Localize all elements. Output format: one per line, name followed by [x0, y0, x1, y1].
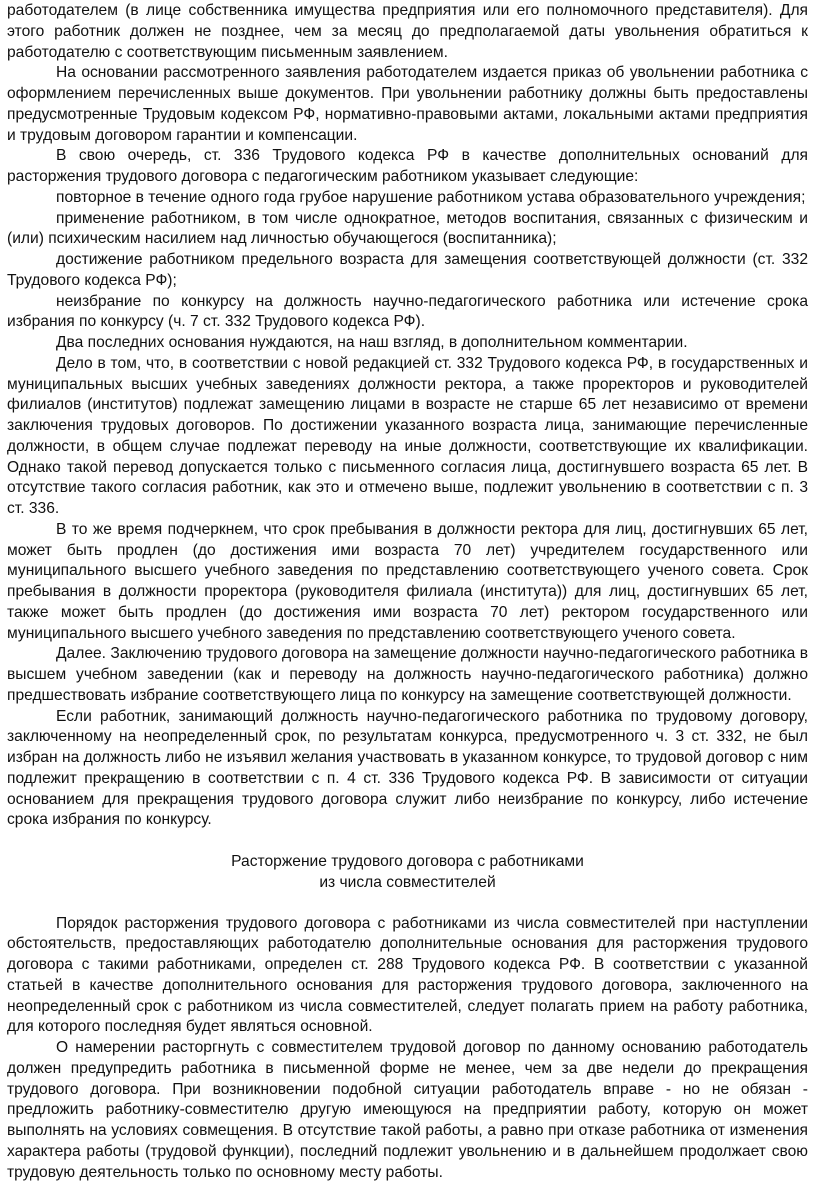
- paragraph: О намерении расторгнуть с совместителем трудовой договор по данному основанию работодатель должен предупредить работника в письменной форме не менее, чем за две недели до прекращения трудового договора. При возникновении подобной ситуации работодатель вправе - но не обязан - предложить работнику-совместителю другую имеющуюся на предприятии работу, которую он может выполнять на условиях совмещения. В отсутствие такой работы, а равно при отказе работника от изменения характера работы (трудовой функции), последний подлежит увольнению и в дальнейшем продолжает свою трудовую деятельность только по основному месту работы.: [7, 1039, 808, 1181]
- section-title-line-2: из числа совместителей: [319, 873, 496, 891]
- paragraph: Порядок расторжения трудового договора с работниками из числа совместителей при наступлении обстоятельств, предоставляющих работодателю дополнительные основания для расторжения трудового договора с такими работниками, определен ст. 288 Трудового кодекса РФ. В соответствии с указанной статьей в качестве дополнительного основания для расторжения трудового договора, заключенного на неопределенный срок с работником из числа совместителей, следует полагать прием на работу работника, для которого последняя будет являться основной.: [7, 914, 808, 1036]
- paragraph: Дело в том, что, в соответствии с новой редакцией ст. 332 Трудового кодекса РФ, в государственных и муниципальных высших учебных заведениях должности ректора, а также проректоров и руководителей филиалов (институтов) подлежат замещению лицами в возрасте не старше 65 лет независимо от времени заключения трудовых договоров. По достижении указанного возраста лица, занимающие перечисленные должности, в общем случае подлежат переводу на иные должности, соответствующие их квалификации. Однако такой перевод допускается только с письменного согласия лица, достигнувшего возраста 65 лет. В отсутствие такого согласия работник, как это и отмечено выше, подлежит увольнению в соответствии с п. 3 ст. 336.: [7, 354, 808, 517]
- section-title: [7, 852, 808, 894]
- paragraph: В то же время подчеркнем, что срок пребывания в должности ректора для лиц, достигнувших 65 лет, может быть продлен (до достижения ими возраста 70 лет) учредителем государственного или муниципального высшего учебного заведения по представлению соответствующего ученого совета. Срок пребывания в должности проректора (руководителя филиала (института)) для лиц, достигнувших 65 лет, также может быть продлен (до достижения ими возраста 70 лет) ректором государственного или муниципального высшего учебного заведения по представлению соответствующего ученого совета.: [7, 520, 808, 642]
- paragraphs-before: [7, 1, 808, 831]
- paragraph: Если работник, занимающий должность научно-педагогического работника по трудовому договору, заключенному на неопределенный срок, по результатам конкурса, предусмотренного ч. 3 ст. 332, не был избран на должность либо не изъявил желания участвовать в указанном конкурсе, то трудовой договор с ним подлежит прекращению в соответствии с п. 4 ст. 336 Трудового кодекса РФ. В зависимости от ситуации основанием для прекращения трудового договора служит либо неизбрание по конкурсу, либо истечение срока избрания по конкурсу.: [7, 707, 808, 829]
- list-item: применение работником, в том числе однократное, методов воспитания, связанных с физическим и (или) психическим насилием над личностью обучающегося (воспитанника);: [7, 209, 808, 248]
- paragraph: Далее. Заключению трудового договора на замещение должности научно-педагогического работника в высшем учебном заведении (как и переводу на должность научно-педагогического работника) должно предшествовать избрание соответствующего лица по конкурсу на замещение соответствующей должности.: [7, 645, 808, 704]
- paragraph: На основании рассмотренного заявления работодателем издается приказ об увольнении работника с оформлением перечисленных выше документов. При увольнении работнику должны быть предоставлены предусмотренные Трудовым кодексом РФ, нормативно-правовыми актами, локальными актами предприятия и трудовым договором гарантии и компенсации.: [7, 64, 808, 144]
- list-item: неизбрание по конкурсу на должность научно-педагогического работника или истечение срока избрания по конкурсу (ч. 7 ст. 332 Трудового кодекса РФ).: [7, 292, 808, 331]
- list-item: повторное в течение одного года грубое нарушение работником устава образовательного учреждения;: [56, 188, 806, 206]
- paragraph: работодателем (в лице собственника имущества предприятия или его полномочного представителя). Для этого работник должен не позднее, чем за месяц до предполагаемой даты увольнения обратиться к работодателю с соответствующим письменным заявлением.: [7, 2, 808, 61]
- paragraphs-after: [7, 914, 808, 1184]
- section-title-line-1: Расторжение трудового договора с работниками: [231, 853, 584, 870]
- paragraph: В свою очередь, ст. 336 Трудового кодекса РФ в качестве дополнительных оснований для расторжения трудового договора с педагогическим работником указывает следующие:: [7, 147, 808, 185]
- paragraph: Два последних основания нуждаются, на наш взгляд, в дополнительном комментарии.: [56, 334, 688, 351]
- list-item: достижение работником предельного возраста для замещения соответствующей должности (ст. 332 Трудового кодекса РФ);: [7, 251, 808, 289]
